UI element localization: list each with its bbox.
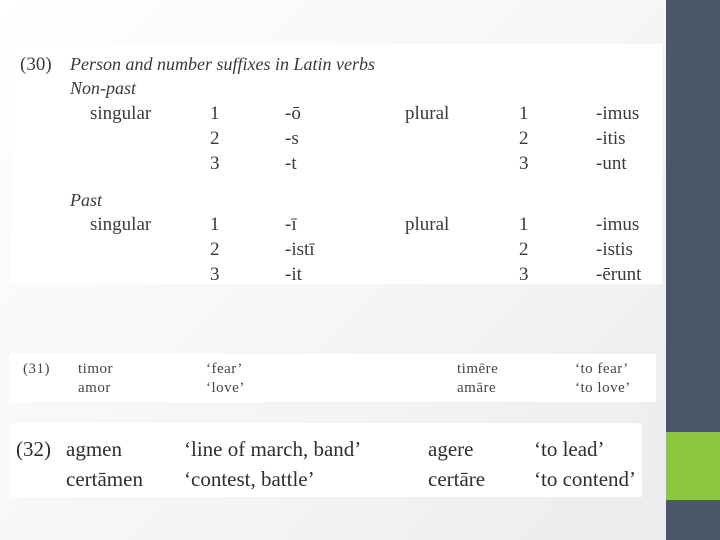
verb-form: amāre — [457, 380, 497, 396]
verb-gloss: ‘to love’ — [575, 380, 631, 396]
person-number: 2 — [210, 239, 220, 260]
person-number: 3 — [210, 264, 220, 285]
verb-form: agere — [428, 437, 474, 461]
verb-gloss: ‘to fear’ — [575, 361, 629, 377]
suffix: -it — [285, 264, 302, 285]
example-number: (30) — [20, 54, 52, 75]
sidebar-accent — [666, 432, 720, 500]
verb-form: certāre — [428, 467, 486, 491]
person-number: 2 — [519, 128, 529, 149]
suffix: -ī — [285, 214, 297, 235]
suffix: -istī — [285, 239, 315, 260]
plural-label: plural — [405, 103, 450, 124]
noun-form: certāmen — [66, 467, 143, 491]
singular-label: singular — [90, 214, 152, 235]
person-number: 2 — [210, 128, 220, 149]
person-number: 3 — [519, 153, 529, 174]
suffix: -itis — [596, 128, 626, 149]
example-30-panel — [10, 44, 662, 284]
person-number: 3 — [210, 153, 220, 174]
suffix: -ērunt — [596, 264, 642, 285]
plural-label: plural — [405, 214, 450, 235]
person-number: 1 — [519, 103, 529, 124]
example-title: Person and number suffixes in Latin verbs — [70, 54, 375, 74]
suffix: -s — [285, 128, 299, 149]
singular-label: singular — [90, 103, 152, 124]
suffix: -ō — [285, 103, 301, 124]
verb-gloss: ‘to contend’ — [534, 467, 637, 491]
person-number: 1 — [210, 103, 220, 124]
suffix: -t — [285, 153, 297, 174]
person-number: 1 — [210, 214, 220, 235]
verb-gloss: ‘to lead’ — [534, 437, 605, 461]
suffix: -imus — [596, 103, 640, 124]
section-heading-nonpast: Non-past — [70, 78, 137, 98]
verb-form: timēre — [457, 361, 499, 377]
example-31-panel — [10, 354, 656, 402]
noun-gloss: ‘contest, battle’ — [184, 467, 315, 491]
noun-gloss: ‘fear’ — [206, 361, 243, 377]
noun-gloss: ‘love’ — [206, 380, 245, 396]
person-number: 1 — [519, 214, 529, 235]
noun-form: agmen — [66, 437, 122, 461]
person-number: 2 — [519, 239, 529, 260]
suffix: -unt — [596, 153, 627, 174]
suffix: -istis — [596, 239, 633, 260]
noun-gloss: ‘line of march, band’ — [184, 437, 362, 461]
example-32-panel — [10, 423, 642, 497]
example-number: (32) — [16, 437, 51, 461]
person-number: 3 — [519, 264, 529, 285]
suffix: -imus — [596, 214, 640, 235]
noun-form: amor — [78, 380, 111, 396]
example-number: (31) — [23, 361, 50, 377]
noun-form: timor — [78, 361, 113, 377]
section-heading-past: Past — [70, 190, 103, 210]
